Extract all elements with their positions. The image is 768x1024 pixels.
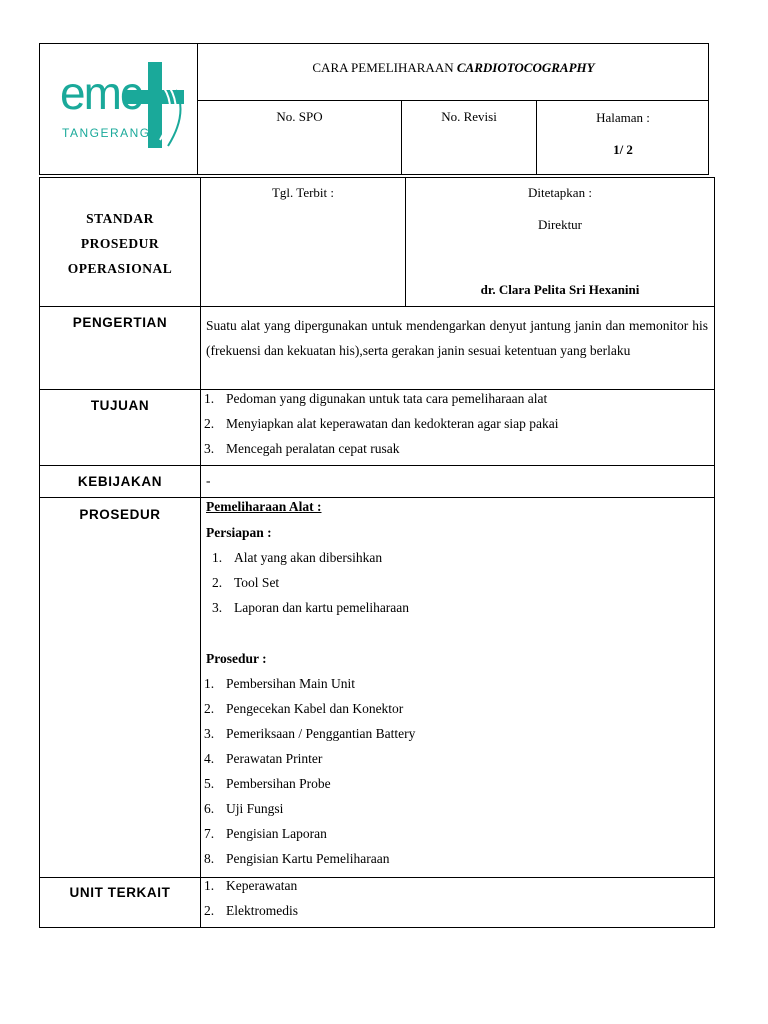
halaman-value: 1/ 2 <box>613 142 633 157</box>
direktur-label: Direktur <box>537 217 583 232</box>
halaman-label: Halaman : <box>596 110 650 125</box>
list-item: 8. Pengisian Kartu Pemeliharaan <box>204 851 390 866</box>
ditetapkan-label: Ditetapkan : <box>528 185 592 200</box>
no-revisi-label: No. Revisi <box>441 109 497 124</box>
header-divider-horizontal <box>197 100 709 101</box>
row-divider-1 <box>39 306 715 307</box>
prosedur-heading: Pemeliharaan Alat : <box>206 499 322 514</box>
list-item: 3. Laporan dan kartu pemeliharaan <box>212 600 410 615</box>
sop-label-line1: STANDAR <box>86 211 154 226</box>
pengertian-label: PENGERTIAN <box>72 315 168 330</box>
list-item: 1. Alat yang akan dibersihkan <box>212 550 383 565</box>
hospital-logo <box>60 60 188 152</box>
row-divider-4 <box>39 497 715 498</box>
prosedur-label: PROSEDUR <box>79 507 161 522</box>
unit-terkait-list <box>204 873 704 923</box>
prosedur-list <box>204 671 704 871</box>
sop-label-line2: PROSEDUR <box>80 236 160 251</box>
persiapan-list <box>212 545 702 620</box>
list-item: 1. Pedoman yang digunakan untuk tata cara pemeliharaan alat <box>204 391 548 406</box>
list-item: 7. Pengisian Laporan <box>204 826 327 841</box>
kebijakan-text: - <box>206 473 211 488</box>
pengertian-text: Suatu alat yang dipergunakan untuk mendengarkan denyut jantung janin dan memonitor his (frekuensi dan kekuatan his),serta gerakan janin sesuai ketentuan yang berlaku <box>206 318 708 358</box>
list-item: 1. Keperawatan <box>204 878 298 893</box>
tujuan-label: TUJUAN <box>90 398 150 413</box>
left-column-divider <box>200 177 201 928</box>
list-item: 5. Pembersihan Probe <box>204 776 331 791</box>
document-title: CARA PEMELIHARAAN CARDIOTOCOGRAPHY <box>312 60 595 75</box>
persiapan-title: Persiapan : <box>206 525 272 540</box>
tujuan-list <box>204 386 709 461</box>
sop-label-line3: OPERASIONAL <box>67 261 173 276</box>
list-item: 6. Uji Fungsi <box>204 801 284 816</box>
logo-location-text: TANGERANG <box>62 126 151 140</box>
list-item: 3. Mencegah peralatan cepat rusak <box>204 441 400 456</box>
list-item: 2. Tool Set <box>212 575 280 590</box>
kebijakan-label: KEBIJAKAN <box>77 474 163 489</box>
prosedur-title: Prosedur : <box>206 651 267 666</box>
list-item: 2. Pengecekan Kabel dan Konektor <box>204 701 404 716</box>
tgl-terbit-label: Tgl. Terbit : <box>271 185 335 200</box>
row-divider-3 <box>39 465 715 466</box>
unit-terkait-label: UNIT TERKAIT <box>69 885 171 900</box>
document-title-italic: CARDIOTOCOGRAPHY <box>456 60 595 75</box>
logo-brand-text: emc <box>60 67 141 119</box>
sop-label <box>40 206 200 281</box>
list-item: 3. Pemeriksaan / Penggantian Battery <box>204 726 416 741</box>
list-item: 2. Elektromedis <box>204 903 298 918</box>
list-item: 1. Pembersihan Main Unit <box>204 676 355 691</box>
no-spo-label: No. SPO <box>276 109 323 124</box>
signer-name: dr. Clara Pelita Sri Hexanini <box>480 282 640 297</box>
list-item: 2. Menyiapkan alat keperawatan dan kedokteran agar siap pakai <box>204 416 559 431</box>
list-item: 4. Perawatan Printer <box>204 751 323 766</box>
